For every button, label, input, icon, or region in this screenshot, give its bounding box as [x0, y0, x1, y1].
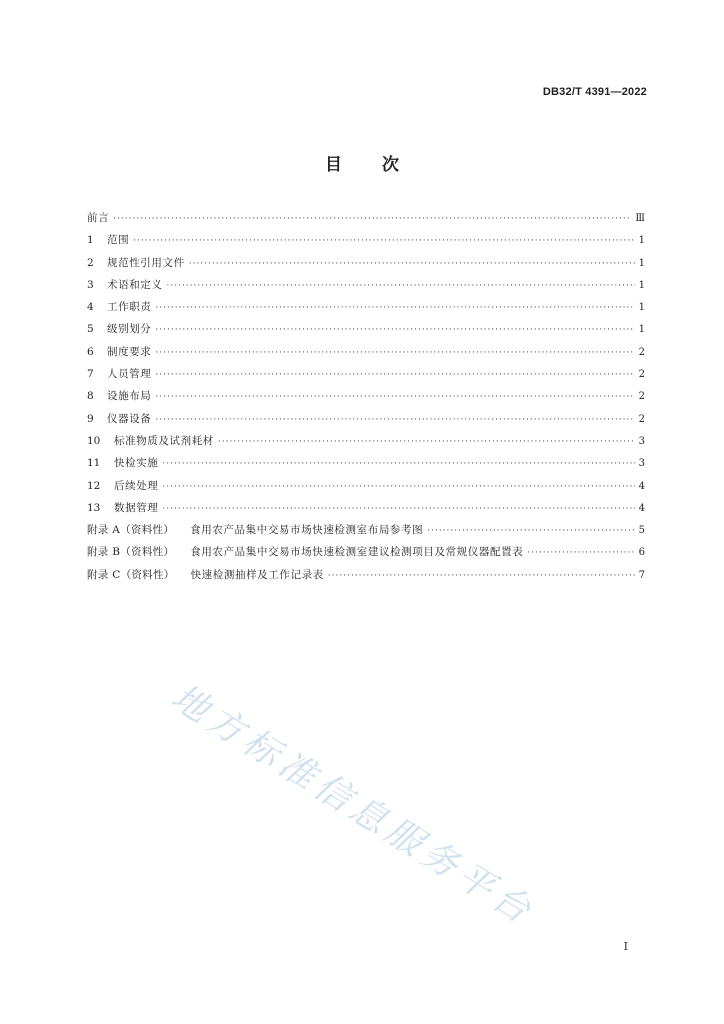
toc-entry-number: 8: [87, 390, 94, 403]
toc-entry-appendix-a[interactable]: [87, 519, 645, 541]
toc-entry-number: 7: [87, 368, 94, 381]
dot-leader: [328, 565, 635, 587]
toc-entry-page: 2: [638, 369, 645, 381]
toc-entry-8[interactable]: [87, 385, 645, 407]
title-part-2: 次: [382, 155, 399, 175]
toc-entry-appendix-b[interactable]: [87, 541, 645, 563]
toc-entry-number: 5: [87, 323, 94, 336]
appendix-label: 附录 C（资料性）: [87, 568, 175, 581]
toc-entry-page: 3: [638, 458, 645, 470]
toc-entry-12[interactable]: [87, 475, 645, 497]
toc-entry-page: 1: [638, 324, 645, 336]
toc-entry-number: 1: [87, 234, 94, 247]
toc-entry-page: 1: [638, 257, 645, 269]
toc-entry-number: 10: [87, 434, 101, 447]
appendix-title: 食用农产品集中交易市场快速检测室布局参考图: [190, 524, 424, 537]
toc-entry-title: 规范性引用文件: [107, 256, 185, 269]
toc-entry-title: 设施布局: [107, 390, 152, 403]
toc-entry-foreword[interactable]: [87, 207, 645, 229]
appendix-title: 快速检测抽样及工作记录表: [190, 568, 324, 581]
toc-entry-page: 4: [638, 480, 645, 492]
toc-entry-number: 13: [87, 501, 101, 514]
dot-leader: [189, 253, 635, 275]
toc-entry-page: 5: [638, 525, 645, 537]
toc-entry-4[interactable]: [87, 296, 645, 318]
toc-entry-page: 2: [638, 413, 645, 425]
toc-entry-2[interactable]: [87, 252, 645, 274]
toc-entry-title: 仪器设备: [107, 412, 152, 425]
toc-entry-title: 人员管理: [107, 368, 152, 381]
dot-leader: [427, 520, 634, 542]
toc-entry-number: 4: [87, 301, 94, 314]
page-title: [0, 150, 724, 175]
toc-entry-page: 3: [638, 435, 645, 447]
dot-leader: [155, 409, 634, 431]
toc-entry-1[interactable]: [87, 229, 645, 251]
appendix-label: 附录 B（资料性）: [87, 546, 175, 559]
toc-entry-page: 2: [638, 391, 645, 403]
dot-leader: [155, 386, 634, 408]
toc-entry-title: 制度要求: [107, 345, 152, 358]
toc-entry-title: 级别划分: [107, 323, 152, 336]
toc-entry-6[interactable]: [87, 341, 645, 363]
toc-entry-page: 7: [638, 569, 645, 581]
dot-leader: [155, 319, 634, 341]
toc-entry-appendix-c[interactable]: [87, 564, 645, 586]
toc-entry-9[interactable]: [87, 408, 645, 430]
toc-entry-13[interactable]: [87, 497, 645, 519]
dot-leader: [218, 431, 635, 453]
table-of-contents: [87, 207, 645, 586]
toc-entry-number: 12: [87, 479, 101, 492]
watermark: 地方标准信息服务平台: [164, 676, 542, 935]
toc-entry-page: 1: [638, 279, 645, 291]
title-part-1: 目: [325, 155, 342, 175]
toc-entry-3[interactable]: [87, 274, 645, 296]
toc-entry-page: 4: [638, 502, 645, 514]
toc-entry-page: 1: [638, 302, 645, 314]
toc-entry-title: 快检实施: [114, 457, 159, 470]
toc-entry-10[interactable]: [87, 430, 645, 452]
page-number: I: [623, 940, 628, 953]
dot-leader: [113, 208, 631, 230]
toc-entry-title: 数据管理: [114, 501, 159, 514]
appendix-label: 附录 A（资料性）: [87, 524, 175, 537]
dot-leader: [167, 275, 635, 297]
toc-entry-11[interactable]: [87, 452, 645, 474]
toc-entry-page: 2: [638, 346, 645, 358]
dot-leader: [133, 230, 634, 252]
dot-leader: [155, 364, 634, 386]
dot-leader: [155, 342, 634, 364]
toc-entry-title: 工作职责: [107, 301, 152, 314]
toc-entry-number: 11: [87, 457, 101, 470]
dot-leader: [162, 498, 634, 520]
toc-entry-page: 1: [638, 235, 645, 247]
document-code: DB32/T 4391—2022: [542, 86, 647, 98]
toc-entry-number: 3: [87, 278, 94, 291]
toc-entry-title: 后续处理: [114, 479, 159, 492]
toc-entry-title: 术语和定义: [107, 278, 163, 291]
toc-entry-page: 6: [638, 547, 645, 559]
dot-leader: [527, 542, 634, 564]
dot-leader: [162, 476, 634, 498]
toc-entry-number: 2: [87, 256, 94, 269]
dot-leader: [162, 453, 634, 475]
toc-entry-7[interactable]: [87, 363, 645, 385]
toc-entry-title: 范围: [107, 234, 130, 247]
toc-entry-page: Ⅲ: [635, 213, 645, 224]
dot-leader: [155, 297, 634, 319]
toc-entry-title: 标准物质及试剂耗材: [114, 434, 214, 447]
toc-entry-number: 9: [87, 412, 94, 425]
toc-entry-title: 前言: [87, 212, 110, 224]
toc-entry-number: 6: [87, 345, 94, 358]
appendix-title: 食用农产品集中交易市场快速检测室建议检测项目及常规仪器配置表: [190, 546, 524, 559]
toc-entry-5[interactable]: [87, 318, 645, 340]
